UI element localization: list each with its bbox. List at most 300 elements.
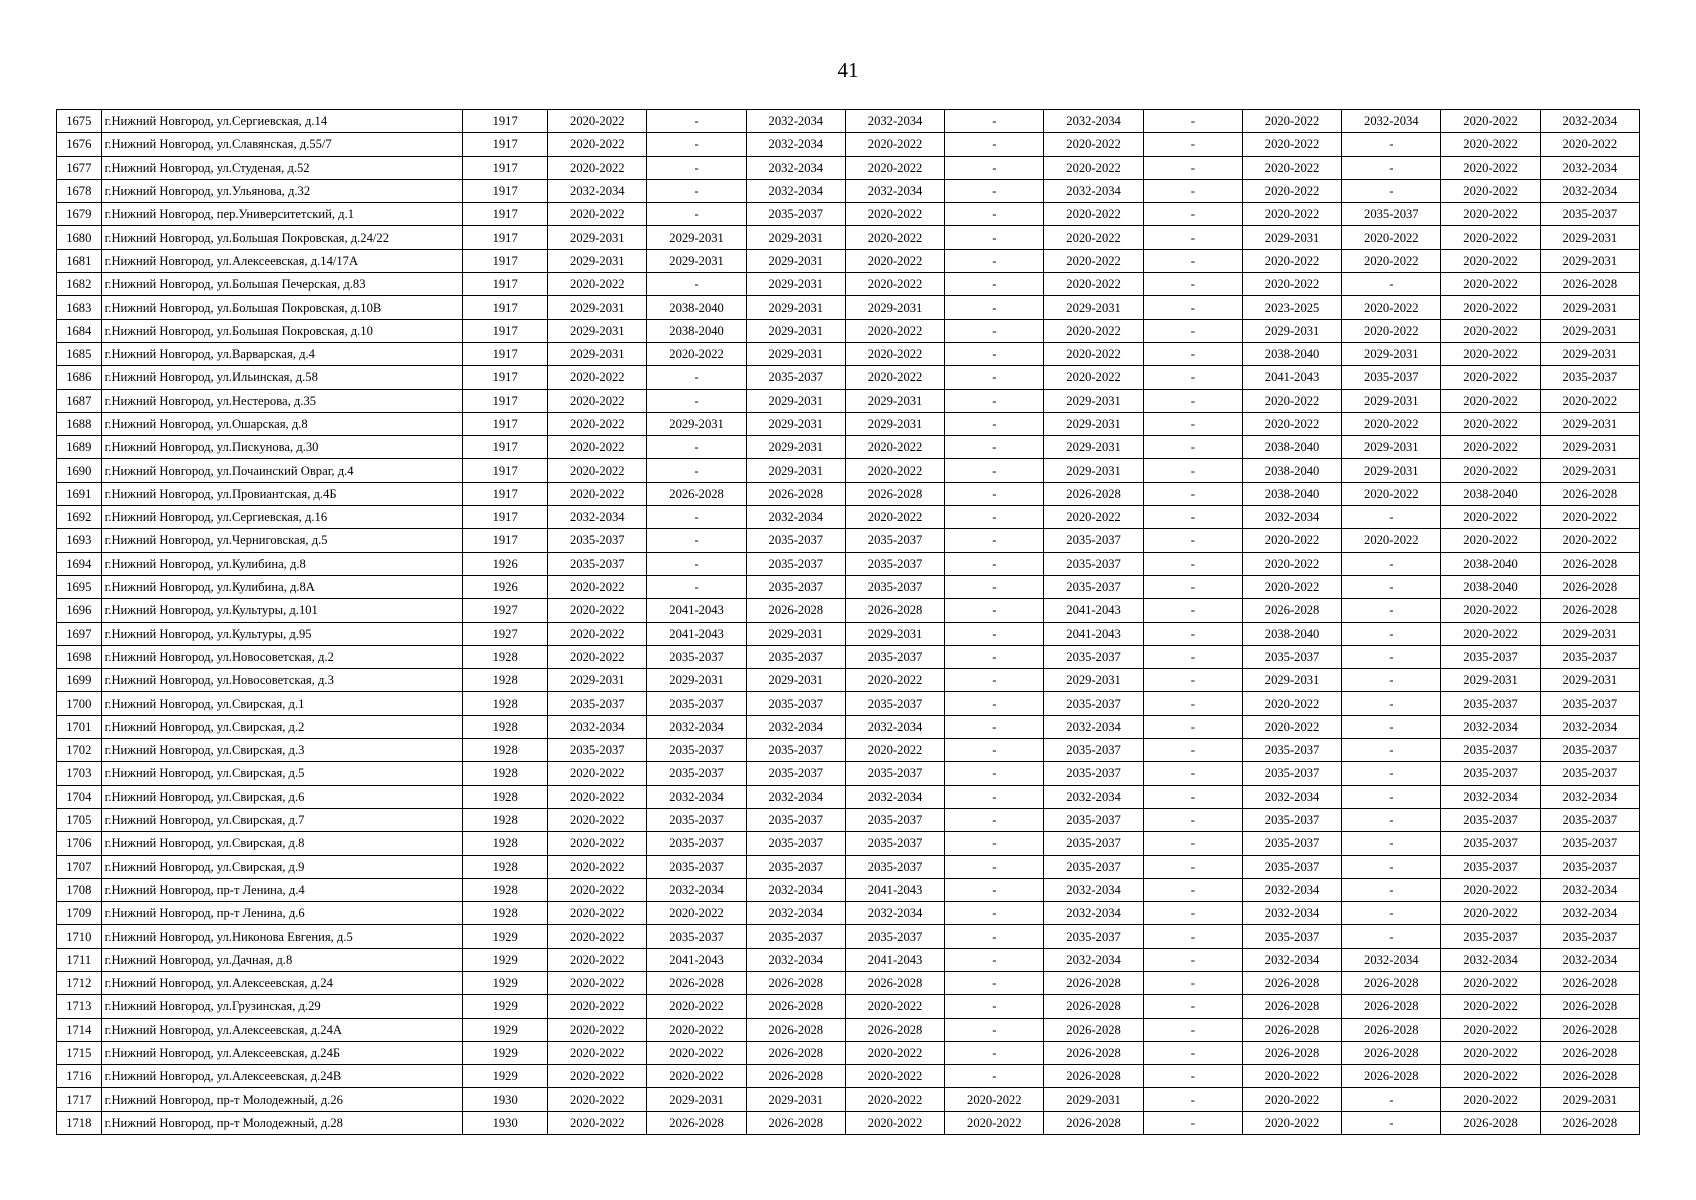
cell-row-number: 1699 bbox=[57, 669, 102, 692]
cell-build-year: 1928 bbox=[463, 739, 548, 762]
cell-period-10: 2020-2022 bbox=[1441, 342, 1540, 365]
cell-address: г.Нижний Новгород, ул.Свирская, д.2 bbox=[101, 715, 463, 738]
cell-period-3: 2029-2031 bbox=[746, 226, 845, 249]
cell-address: г.Нижний Новгород, ул.Почаинский Овраг, д.4 bbox=[101, 459, 463, 482]
cell-period-4: 2020-2022 bbox=[845, 133, 944, 156]
cell-period-4: 2029-2031 bbox=[845, 296, 944, 319]
cell-row-number: 1710 bbox=[57, 925, 102, 948]
cell-period-5: - bbox=[945, 273, 1044, 296]
cell-period-11: 2032-2034 bbox=[1540, 902, 1639, 925]
cell-period-4: 2032-2034 bbox=[845, 902, 944, 925]
cell-row-number: 1713 bbox=[57, 995, 102, 1018]
cell-address: г.Нижний Новгород, ул.Никонова Евгения, д.5 bbox=[101, 925, 463, 948]
cell-period-4: 2020-2022 bbox=[845, 1111, 944, 1134]
cell-period-10: 2020-2022 bbox=[1441, 436, 1540, 459]
cell-period-7: - bbox=[1143, 692, 1242, 715]
cell-period-10: 2020-2022 bbox=[1441, 506, 1540, 529]
cell-period-4: 2026-2028 bbox=[845, 971, 944, 994]
cell-period-6: 2041-2043 bbox=[1044, 599, 1143, 622]
cell-period-7: - bbox=[1143, 110, 1242, 133]
cell-period-10: 2020-2022 bbox=[1441, 1018, 1540, 1041]
cell-period-9: - bbox=[1342, 669, 1441, 692]
cell-period-5: - bbox=[945, 622, 1044, 645]
cell-period-5: - bbox=[945, 506, 1044, 529]
cell-period-7: - bbox=[1143, 156, 1242, 179]
cell-build-year: 1917 bbox=[463, 156, 548, 179]
cell-period-4: 2020-2022 bbox=[845, 226, 944, 249]
table-row bbox=[57, 296, 1640, 319]
cell-row-number: 1694 bbox=[57, 552, 102, 575]
cell-row-number: 1697 bbox=[57, 622, 102, 645]
cell-period-7: - bbox=[1143, 575, 1242, 598]
cell-period-11: 2026-2028 bbox=[1540, 1041, 1639, 1064]
cell-period-1: 2020-2022 bbox=[548, 995, 647, 1018]
cell-period-10: 2020-2022 bbox=[1441, 1041, 1540, 1064]
cell-period-4: 2020-2022 bbox=[845, 342, 944, 365]
cell-period-9: - bbox=[1342, 179, 1441, 202]
cell-period-7: - bbox=[1143, 366, 1242, 389]
table-row bbox=[57, 156, 1640, 179]
cell-period-8: 2035-2037 bbox=[1242, 808, 1341, 831]
cell-period-1: 2035-2037 bbox=[548, 552, 647, 575]
cell-period-4: 2035-2037 bbox=[845, 808, 944, 831]
cell-period-5: - bbox=[945, 1065, 1044, 1088]
cell-period-7: - bbox=[1143, 273, 1242, 296]
cell-period-5: - bbox=[945, 226, 1044, 249]
table-row bbox=[57, 832, 1640, 855]
cell-period-7: - bbox=[1143, 832, 1242, 855]
cell-row-number: 1711 bbox=[57, 948, 102, 971]
table-row bbox=[57, 226, 1640, 249]
cell-period-10: 2020-2022 bbox=[1441, 296, 1540, 319]
cell-period-1: 2020-2022 bbox=[548, 110, 647, 133]
cell-period-8: 2020-2022 bbox=[1242, 179, 1341, 202]
cell-period-6: 2026-2028 bbox=[1044, 1041, 1143, 1064]
cell-address: г.Нижний Новгород, ул.Студеная, д.52 bbox=[101, 156, 463, 179]
table-row bbox=[57, 785, 1640, 808]
cell-period-4: 2041-2043 bbox=[845, 948, 944, 971]
cell-period-5: - bbox=[945, 110, 1044, 133]
cell-build-year: 1928 bbox=[463, 645, 548, 668]
cell-address: г.Нижний Новгород, пр-т Молодежный, д.28 bbox=[101, 1111, 463, 1134]
cell-period-4: 2020-2022 bbox=[845, 249, 944, 272]
cell-row-number: 1718 bbox=[57, 1111, 102, 1134]
cell-build-year: 1930 bbox=[463, 1088, 548, 1111]
cell-address: г.Нижний Новгород, ул.Культуры, д.101 bbox=[101, 599, 463, 622]
cell-period-6: 2035-2037 bbox=[1044, 739, 1143, 762]
cell-row-number: 1714 bbox=[57, 1018, 102, 1041]
table-row bbox=[57, 855, 1640, 878]
cell-period-5: 2020-2022 bbox=[945, 1111, 1044, 1134]
table-row bbox=[57, 645, 1640, 668]
cell-build-year: 1928 bbox=[463, 692, 548, 715]
cell-period-5: - bbox=[945, 133, 1044, 156]
cell-period-2: 2035-2037 bbox=[647, 925, 746, 948]
cell-period-1: 2020-2022 bbox=[548, 808, 647, 831]
cell-period-3: 2029-2031 bbox=[746, 273, 845, 296]
cell-row-number: 1688 bbox=[57, 412, 102, 435]
cell-period-10: 2029-2031 bbox=[1441, 669, 1540, 692]
cell-period-6: 2026-2028 bbox=[1044, 995, 1143, 1018]
cell-period-7: - bbox=[1143, 925, 1242, 948]
cell-address: г.Нижний Новгород, ул.Большая Печерская, д.83 bbox=[101, 273, 463, 296]
table-row bbox=[57, 692, 1640, 715]
cell-period-10: 2032-2034 bbox=[1441, 948, 1540, 971]
cell-period-5: - bbox=[945, 552, 1044, 575]
table-row bbox=[57, 1018, 1640, 1041]
cell-period-8: 2035-2037 bbox=[1242, 645, 1341, 668]
table-row bbox=[57, 342, 1640, 365]
cell-period-3: 2035-2037 bbox=[746, 762, 845, 785]
table-row bbox=[57, 575, 1640, 598]
cell-period-11: 2026-2028 bbox=[1540, 599, 1639, 622]
cell-period-11: 2032-2034 bbox=[1540, 715, 1639, 738]
cell-address: г.Нижний Новгород, ул.Свирская, д.7 bbox=[101, 808, 463, 831]
cell-period-8: 2020-2022 bbox=[1242, 1065, 1341, 1088]
cell-period-1: 2020-2022 bbox=[548, 575, 647, 598]
cell-period-8: 2032-2034 bbox=[1242, 506, 1341, 529]
cell-period-9: 2029-2031 bbox=[1342, 342, 1441, 365]
cell-period-8: 2020-2022 bbox=[1242, 273, 1341, 296]
cell-period-6: 2026-2028 bbox=[1044, 971, 1143, 994]
cell-period-10: 2020-2022 bbox=[1441, 995, 1540, 1018]
cell-period-10: 2020-2022 bbox=[1441, 599, 1540, 622]
cell-period-2: - bbox=[647, 459, 746, 482]
cell-period-10: 2038-2040 bbox=[1441, 575, 1540, 598]
cell-period-3: 2035-2037 bbox=[746, 575, 845, 598]
cell-period-9: - bbox=[1342, 156, 1441, 179]
cell-period-10: 2035-2037 bbox=[1441, 692, 1540, 715]
cell-period-4: 2035-2037 bbox=[845, 692, 944, 715]
cell-build-year: 1917 bbox=[463, 319, 548, 342]
cell-address: г.Нижний Новгород, ул.Славянская, д.55/7 bbox=[101, 133, 463, 156]
cell-period-11: 2020-2022 bbox=[1540, 506, 1639, 529]
cell-period-6: 2029-2031 bbox=[1044, 412, 1143, 435]
cell-row-number: 1701 bbox=[57, 715, 102, 738]
cell-period-2: 2026-2028 bbox=[647, 971, 746, 994]
table-row bbox=[57, 715, 1640, 738]
cell-build-year: 1929 bbox=[463, 1065, 548, 1088]
cell-row-number: 1681 bbox=[57, 249, 102, 272]
cell-period-10: 2020-2022 bbox=[1441, 110, 1540, 133]
cell-period-7: - bbox=[1143, 342, 1242, 365]
cell-period-4: 2020-2022 bbox=[845, 1041, 944, 1064]
cell-period-6: 2026-2028 bbox=[1044, 1111, 1143, 1134]
cell-period-7: - bbox=[1143, 529, 1242, 552]
cell-period-1: 2020-2022 bbox=[548, 599, 647, 622]
cell-row-number: 1693 bbox=[57, 529, 102, 552]
cell-period-8: 2020-2022 bbox=[1242, 249, 1341, 272]
cell-address: г.Нижний Новгород, ул.Новосоветская, д.3 bbox=[101, 669, 463, 692]
cell-row-number: 1706 bbox=[57, 832, 102, 855]
cell-period-9: 2020-2022 bbox=[1342, 319, 1441, 342]
cell-period-7: - bbox=[1143, 995, 1242, 1018]
cell-period-3: 2032-2034 bbox=[746, 715, 845, 738]
cell-period-4: 2035-2037 bbox=[845, 645, 944, 668]
cell-period-9: 2020-2022 bbox=[1342, 296, 1441, 319]
cell-build-year: 1917 bbox=[463, 110, 548, 133]
table-row bbox=[57, 133, 1640, 156]
cell-period-8: 2023-2025 bbox=[1242, 296, 1341, 319]
cell-period-8: 2035-2037 bbox=[1242, 925, 1341, 948]
cell-period-10: 2035-2037 bbox=[1441, 832, 1540, 855]
cell-period-10: 2020-2022 bbox=[1441, 1088, 1540, 1111]
cell-build-year: 1917 bbox=[463, 226, 548, 249]
cell-period-7: - bbox=[1143, 971, 1242, 994]
cell-period-6: 2035-2037 bbox=[1044, 645, 1143, 668]
cell-period-9: 2020-2022 bbox=[1342, 226, 1441, 249]
cell-address: г.Нижний Новгород, пер.Университетский, д.1 bbox=[101, 203, 463, 226]
cell-period-5: - bbox=[945, 459, 1044, 482]
cell-period-6: 2029-2031 bbox=[1044, 296, 1143, 319]
cell-build-year: 1917 bbox=[463, 412, 548, 435]
table-row bbox=[57, 249, 1640, 272]
cell-build-year: 1917 bbox=[463, 482, 548, 505]
cell-period-2: - bbox=[647, 389, 746, 412]
cell-row-number: 1684 bbox=[57, 319, 102, 342]
cell-period-6: 2020-2022 bbox=[1044, 366, 1143, 389]
cell-row-number: 1678 bbox=[57, 179, 102, 202]
cell-period-6: 2035-2037 bbox=[1044, 925, 1143, 948]
cell-build-year: 1927 bbox=[463, 599, 548, 622]
cell-period-11: 2026-2028 bbox=[1540, 1065, 1639, 1088]
cell-period-2: 2026-2028 bbox=[647, 482, 746, 505]
cell-period-11: 2026-2028 bbox=[1540, 482, 1639, 505]
cell-period-5: - bbox=[945, 1018, 1044, 1041]
cell-period-8: 2035-2037 bbox=[1242, 762, 1341, 785]
table-row bbox=[57, 482, 1640, 505]
cell-period-3: 2035-2037 bbox=[746, 739, 845, 762]
cell-period-7: - bbox=[1143, 412, 1242, 435]
cell-period-5: - bbox=[945, 319, 1044, 342]
cell-period-1: 2035-2037 bbox=[548, 692, 647, 715]
cell-period-9: 2032-2034 bbox=[1342, 110, 1441, 133]
cell-period-11: 2032-2034 bbox=[1540, 179, 1639, 202]
cell-row-number: 1717 bbox=[57, 1088, 102, 1111]
cell-period-11: 2020-2022 bbox=[1540, 133, 1639, 156]
cell-period-5: - bbox=[945, 645, 1044, 668]
cell-period-6: 2032-2034 bbox=[1044, 902, 1143, 925]
cell-address: г.Нижний Новгород, ул.Свирская, д.1 bbox=[101, 692, 463, 715]
cell-period-3: 2026-2028 bbox=[746, 1065, 845, 1088]
table-row bbox=[57, 412, 1640, 435]
cell-row-number: 1700 bbox=[57, 692, 102, 715]
cell-build-year: 1917 bbox=[463, 459, 548, 482]
cell-period-7: - bbox=[1143, 715, 1242, 738]
cell-address: г.Нижний Новгород, ул.Дачная, д.8 bbox=[101, 948, 463, 971]
cell-period-11: 2035-2037 bbox=[1540, 855, 1639, 878]
cell-period-4: 2020-2022 bbox=[845, 1088, 944, 1111]
cell-period-8: 2026-2028 bbox=[1242, 1041, 1341, 1064]
cell-period-11: 2032-2034 bbox=[1540, 785, 1639, 808]
cell-period-7: - bbox=[1143, 1018, 1242, 1041]
cell-address: г.Нижний Новгород, ул.Нестерова, д.35 bbox=[101, 389, 463, 412]
cell-period-5: - bbox=[945, 995, 1044, 1018]
cell-period-11: 2029-2031 bbox=[1540, 669, 1639, 692]
cell-period-11: 2029-2031 bbox=[1540, 319, 1639, 342]
cell-period-10: 2020-2022 bbox=[1441, 133, 1540, 156]
cell-address: г.Нижний Новгород, ул.Большая Покровская, д.24/22 bbox=[101, 226, 463, 249]
cell-period-6: 2032-2034 bbox=[1044, 948, 1143, 971]
cell-period-1: 2020-2022 bbox=[548, 1088, 647, 1111]
cell-period-10: 2038-2040 bbox=[1441, 552, 1540, 575]
cell-build-year: 1928 bbox=[463, 715, 548, 738]
cell-period-8: 2020-2022 bbox=[1242, 692, 1341, 715]
cell-period-4: 2029-2031 bbox=[845, 412, 944, 435]
table-row bbox=[57, 436, 1640, 459]
cell-period-9: 2035-2037 bbox=[1342, 203, 1441, 226]
cell-period-3: 2032-2034 bbox=[746, 948, 845, 971]
cell-build-year: 1928 bbox=[463, 669, 548, 692]
cell-address: г.Нижний Новгород, ул.Новосоветская, д.2 bbox=[101, 645, 463, 668]
cell-period-9: - bbox=[1342, 878, 1441, 901]
cell-address: г.Нижний Новгород, ул.Культуры, д.95 bbox=[101, 622, 463, 645]
cell-period-8: 2020-2022 bbox=[1242, 552, 1341, 575]
cell-period-8: 2020-2022 bbox=[1242, 110, 1341, 133]
cell-row-number: 1683 bbox=[57, 296, 102, 319]
cell-period-2: 2029-2031 bbox=[647, 226, 746, 249]
cell-row-number: 1705 bbox=[57, 808, 102, 831]
cell-period-8: 2032-2034 bbox=[1242, 878, 1341, 901]
cell-period-2: 2035-2037 bbox=[647, 832, 746, 855]
cell-period-9: 2020-2022 bbox=[1342, 482, 1441, 505]
cell-period-2: 2038-2040 bbox=[647, 296, 746, 319]
cell-row-number: 1677 bbox=[57, 156, 102, 179]
cell-period-4: 2035-2037 bbox=[845, 575, 944, 598]
cell-period-8: 2020-2022 bbox=[1242, 133, 1341, 156]
table-row bbox=[57, 529, 1640, 552]
cell-period-6: 2035-2037 bbox=[1044, 575, 1143, 598]
cell-period-5: - bbox=[945, 366, 1044, 389]
cell-period-4: 2020-2022 bbox=[845, 273, 944, 296]
cell-period-5: - bbox=[945, 249, 1044, 272]
table-row bbox=[57, 925, 1640, 948]
cell-period-6: 2020-2022 bbox=[1044, 273, 1143, 296]
cell-period-3: 2026-2028 bbox=[746, 599, 845, 622]
cell-period-4: 2020-2022 bbox=[845, 203, 944, 226]
table-row bbox=[57, 366, 1640, 389]
cell-period-4: 2032-2034 bbox=[845, 179, 944, 202]
cell-period-10: 2020-2022 bbox=[1441, 203, 1540, 226]
cell-period-9: - bbox=[1342, 1111, 1441, 1134]
table-row bbox=[57, 273, 1640, 296]
cell-period-10: 2032-2034 bbox=[1441, 715, 1540, 738]
cell-period-1: 2029-2031 bbox=[548, 342, 647, 365]
cell-period-1: 2020-2022 bbox=[548, 855, 647, 878]
cell-period-10: 2020-2022 bbox=[1441, 971, 1540, 994]
cell-period-11: 2026-2028 bbox=[1540, 1018, 1639, 1041]
cell-address: г.Нижний Новгород, ул.Свирская, д.6 bbox=[101, 785, 463, 808]
cell-build-year: 1929 bbox=[463, 1041, 548, 1064]
table-row bbox=[57, 739, 1640, 762]
cell-period-5: - bbox=[945, 575, 1044, 598]
cell-row-number: 1691 bbox=[57, 482, 102, 505]
cell-period-1: 2020-2022 bbox=[548, 389, 647, 412]
cell-period-2: - bbox=[647, 179, 746, 202]
cell-period-9: - bbox=[1342, 622, 1441, 645]
cell-build-year: 1928 bbox=[463, 762, 548, 785]
table-row bbox=[57, 599, 1640, 622]
cell-period-2: 2020-2022 bbox=[647, 342, 746, 365]
cell-address: г.Нижний Новгород, ул.Алексеевская, д.24 bbox=[101, 971, 463, 994]
cell-period-1: 2020-2022 bbox=[548, 1111, 647, 1134]
table-row bbox=[57, 948, 1640, 971]
cell-period-3: 2032-2034 bbox=[746, 506, 845, 529]
cell-period-3: 2026-2028 bbox=[746, 971, 845, 994]
cell-build-year: 1917 bbox=[463, 249, 548, 272]
cell-period-10: 2035-2037 bbox=[1441, 808, 1540, 831]
cell-period-4: 2035-2037 bbox=[845, 552, 944, 575]
cell-period-5: - bbox=[945, 692, 1044, 715]
cell-period-2: 2038-2040 bbox=[647, 319, 746, 342]
cell-address: г.Нижний Новгород, ул.Большая Покровская, д.10В bbox=[101, 296, 463, 319]
cell-period-9: 2026-2028 bbox=[1342, 971, 1441, 994]
cell-period-5: - bbox=[945, 715, 1044, 738]
cell-period-11: 2026-2028 bbox=[1540, 971, 1639, 994]
cell-period-10: 2020-2022 bbox=[1441, 1065, 1540, 1088]
cell-period-7: - bbox=[1143, 785, 1242, 808]
cell-period-2: 2029-2031 bbox=[647, 412, 746, 435]
cell-period-7: - bbox=[1143, 179, 1242, 202]
cell-address: г.Нижний Новгород, ул.Пискунова, д.30 bbox=[101, 436, 463, 459]
cell-period-10: 2020-2022 bbox=[1441, 156, 1540, 179]
cell-build-year: 1917 bbox=[463, 436, 548, 459]
cell-period-3: 2035-2037 bbox=[746, 808, 845, 831]
cell-row-number: 1685 bbox=[57, 342, 102, 365]
cell-period-1: 2035-2037 bbox=[548, 739, 647, 762]
cell-period-1: 2029-2031 bbox=[548, 296, 647, 319]
cell-period-10: 2035-2037 bbox=[1441, 762, 1540, 785]
cell-period-4: 2026-2028 bbox=[845, 482, 944, 505]
cell-period-6: 2029-2031 bbox=[1044, 436, 1143, 459]
cell-period-4: 2020-2022 bbox=[845, 436, 944, 459]
cell-row-number: 1690 bbox=[57, 459, 102, 482]
cell-period-4: 2026-2028 bbox=[845, 599, 944, 622]
table-row bbox=[57, 389, 1640, 412]
cell-build-year: 1929 bbox=[463, 1018, 548, 1041]
cell-period-10: 2035-2037 bbox=[1441, 645, 1540, 668]
cell-period-11: 2026-2028 bbox=[1540, 273, 1639, 296]
cell-period-1: 2020-2022 bbox=[548, 1065, 647, 1088]
cell-address: г.Нижний Новгород, ул.Варварская, д.4 bbox=[101, 342, 463, 365]
cell-build-year: 1917 bbox=[463, 389, 548, 412]
cell-build-year: 1930 bbox=[463, 1111, 548, 1134]
cell-period-11: 2035-2037 bbox=[1540, 645, 1639, 668]
cell-build-year: 1929 bbox=[463, 971, 548, 994]
cell-period-7: - bbox=[1143, 599, 1242, 622]
table-row bbox=[57, 1088, 1640, 1111]
cell-period-4: 2032-2034 bbox=[845, 715, 944, 738]
cell-period-9: - bbox=[1342, 599, 1441, 622]
cell-row-number: 1709 bbox=[57, 902, 102, 925]
cell-period-6: 2026-2028 bbox=[1044, 1065, 1143, 1088]
cell-build-year: 1929 bbox=[463, 948, 548, 971]
cell-period-7: - bbox=[1143, 855, 1242, 878]
table-row bbox=[57, 971, 1640, 994]
cell-address: г.Нижний Новгород, ул.Ошарская, д.8 bbox=[101, 412, 463, 435]
cell-period-4: 2020-2022 bbox=[845, 739, 944, 762]
cell-period-1: 2020-2022 bbox=[548, 925, 647, 948]
cell-period-6: 2032-2034 bbox=[1044, 785, 1143, 808]
cell-period-7: - bbox=[1143, 226, 1242, 249]
cell-period-9: - bbox=[1342, 902, 1441, 925]
table-row bbox=[57, 459, 1640, 482]
cell-period-8: 2026-2028 bbox=[1242, 971, 1341, 994]
cell-period-2: 2026-2028 bbox=[647, 1111, 746, 1134]
cell-address: г.Нижний Новгород, пр-т Молодежный, д.26 bbox=[101, 1088, 463, 1111]
cell-period-7: - bbox=[1143, 1041, 1242, 1064]
cell-build-year: 1929 bbox=[463, 995, 548, 1018]
